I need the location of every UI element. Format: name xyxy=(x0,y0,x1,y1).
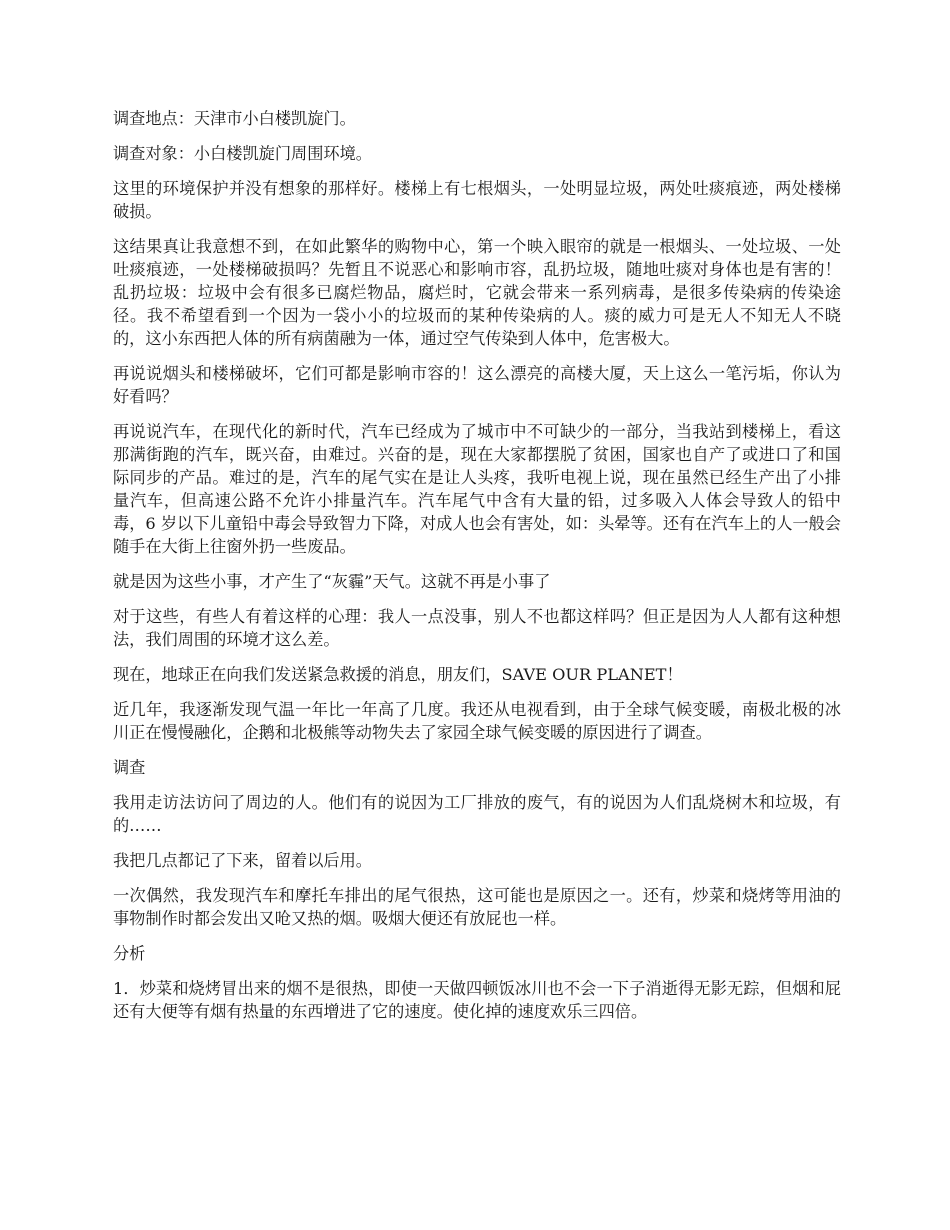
paragraph-interviews: 我用走访法访问了周边的人。他们有的说因为工厂排放的废气，有的说因为人们乱烧树木和垃圾，有的…… xyxy=(113,793,841,835)
paragraph-findings: 这里的环境保护并没有想象的那样好。楼梯上有七根烟头，一处明显垃圾，两处吐痰痕迹，两处楼梯破损。 xyxy=(113,179,841,221)
paragraph-observation: 一次偶然，我发现汽车和摩托车排出的尾气很热，这可能也是原因之一。还有，炒菜和烧烤等用油的事物制作时都会发出又呛又热的烟。吸烟大便还有放屁也一样。 xyxy=(113,886,841,928)
paragraph-analysis-1: 1．炒菜和烧烤冒出来的烟不是很热，即使一天做四顿饭冰川也不会一下子消逝得无影无踪，但烟和屁还有大便等有烟有热量的东西增进了它的速度。使化掉的速度欢乐三四倍。 xyxy=(113,979,841,1021)
paragraph-garbage-spitting: 这结果真让我意想不到，在如此繁华的购物中心，第一个映入眼帘的就是一根烟头、一处垃圾、一处吐痰痕迹，一处楼梯破损吗？先暂且不说恶心和影响市容，乱扔垃圾，随地吐痰对身体也是有害的！乱扔垃圾：垃圾中会有很多已腐烂物品，腐烂时，它就会带来一系列病毒，是很多传染病的传染途径。我不希望看到一个因为一袋小小的垃圾而的某种传染病的人。痰的威力可是无人不知无人不晓的，这小东西把人体的所有病菌融为一体，通过空气传染到人体中，危害极大。 xyxy=(113,237,841,348)
paragraph-attitude: 对于这些，有些人有着这样的心理：我人一点没事，别人不也都这样吗？但正是因为人人都有这种想法，我们周围的环境才这么差。 xyxy=(113,607,841,649)
paragraph-survey-subject: 调查对象：小白楼凯旋门周围环境。 xyxy=(113,144,372,163)
paragraph-cars-exhaust: 再说说汽车，在现代化的新时代，汽车已经成为了城市中不可缺少的一部分，当我站到楼梯上，看这那满街跑的汽车，既兴奋，由难过。兴奋的是，现在大家都摆脱了贫困，国家也自产了或进口了和国际同步的产品。难过的是，汽车的尾气实在是让人头疼，我听电视上说，现在虽然已经生产出了小排量汽车，但高速公路不允许小排量汽车。汽车尾气中含有大量的铅，过多吸入人体会导致人的铅中毒，6 岁以下儿童铅中毒会导致智力下降，对成人也会有害处，如：头晕等。还有在汽车上的人一般会随手在大街上往窗外扔一些废品。 xyxy=(113,422,841,556)
heading-analysis: 分析 xyxy=(113,944,146,963)
document-body xyxy=(113,107,841,1035)
paragraph-cigarettes-stairs: 再说说烟头和楼梯破坏，它们可都是影响市容的！这么漂亮的高楼大厦，天上这么一笔污垢，你认为好看吗？ xyxy=(113,364,841,406)
paragraph-global-warming: 近几年，我逐渐发现气温一年比一年高了几度。我还从电视看到，由于全球气候变暖，南极北极的冰川正在慢慢融化，企鹅和北极熊等动物失去了家园全球气候变暖的原因进行了调查。 xyxy=(113,700,841,742)
paragraph-save-planet: 现在，地球正在向我们发送紧急救援的消息，朋友们，SAVE OUR PLANET！ xyxy=(113,665,683,684)
paragraph-haze: 就是因为这些小事，才产生了“灰霾”天气。这就不再是小事了 xyxy=(113,572,551,591)
heading-investigation: 调查 xyxy=(113,758,146,777)
paragraph-notes: 我把几点都记了下来，留着以后用。 xyxy=(113,851,372,870)
paragraph-survey-location: 调查地点：天津市小白楼凯旋门。 xyxy=(113,109,356,128)
